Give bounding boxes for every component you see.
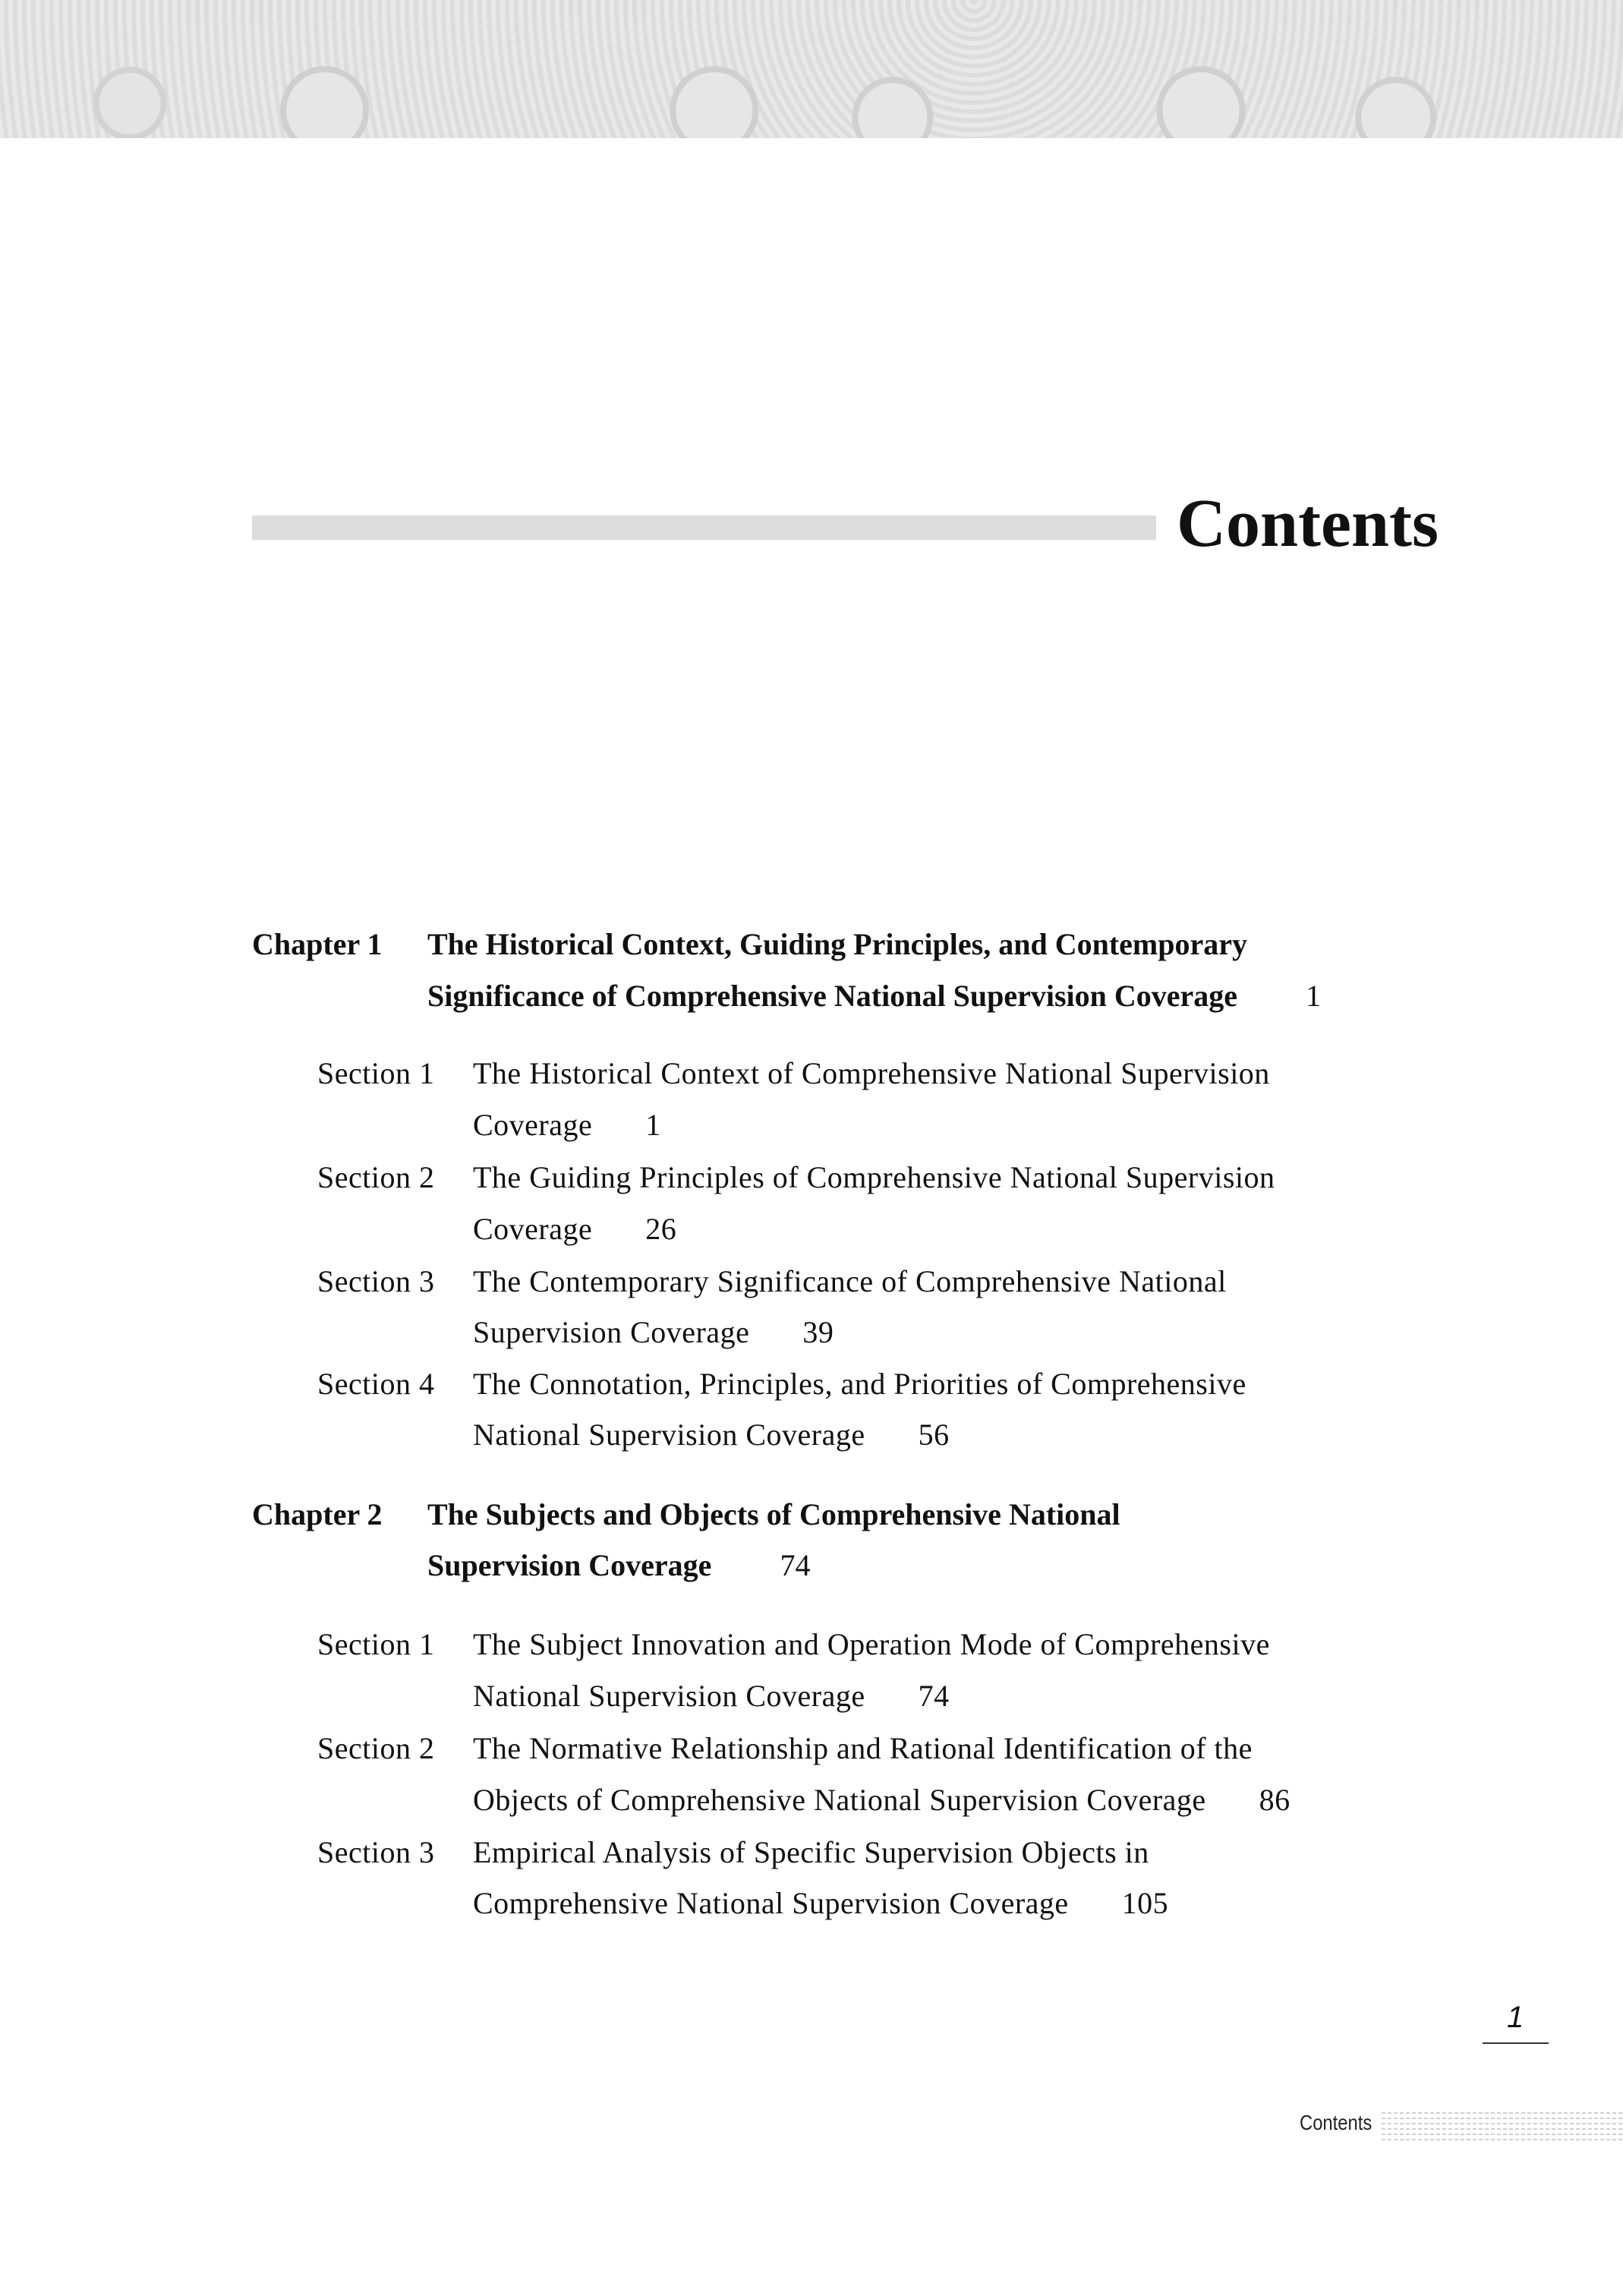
footer-dot-pattern	[1382, 2112, 1623, 2141]
page-number-rule	[1483, 2042, 1549, 2044]
page-ref: 74	[780, 1548, 811, 1582]
section-title-cont: Objects of Comprehensive National Supervision Coverage 86	[473, 1783, 1291, 1817]
page-title: Contents	[1177, 486, 1439, 561]
title-rule	[252, 516, 1156, 540]
section-title: The Historical Context of Comprehensive National Supervision	[473, 1056, 1270, 1090]
section-title: The Contemporary Significance of Comprehensive National	[473, 1264, 1227, 1298]
chapter-1-label: Chapter 1	[252, 927, 383, 961]
page-ref: 56	[918, 1418, 950, 1452]
section-label: Section 4	[317, 1367, 435, 1401]
section-label: Section 1	[317, 1056, 435, 1090]
chapter-2-title-line-1: The Subjects and Objects of Comprehensive National	[427, 1497, 1120, 1531]
page-ref: 26	[645, 1212, 677, 1246]
chapter-1-title-line-1: The Historical Context, Guiding Principles, and Contemporary	[427, 927, 1247, 961]
page-ref: 74	[918, 1679, 950, 1713]
section-label: Section 3	[317, 1264, 435, 1298]
chapter-2-label: Chapter 2	[252, 1497, 383, 1531]
page-ref: 39	[802, 1315, 834, 1349]
section-title-cont: Supervision Coverage 39	[473, 1315, 834, 1349]
chapter-1-title-line-2: Significance of Comprehensive National Supervision Coverage 1	[427, 979, 1322, 1013]
page-ref: 105	[1121, 1886, 1169, 1920]
chapter-2-title-line-2: Supervision Coverage 74	[427, 1548, 811, 1582]
section-title: The Subject Innovation and Operation Mode of Comprehensive	[473, 1627, 1270, 1661]
section-label: Section 2	[317, 1731, 435, 1765]
section-title-cont: Comprehensive National Supervision Coverage 105	[473, 1886, 1169, 1920]
section-title: The Connotation, Principles, and Priorities of Comprehensive	[473, 1367, 1246, 1401]
section-title: The Normative Relationship and Rational Identification of the	[473, 1731, 1253, 1765]
decorative-cloud-header	[0, 0, 1623, 138]
section-title-cont: National Supervision Coverage 56	[473, 1418, 950, 1452]
section-label: Section 2	[317, 1160, 435, 1194]
page-ref: 1	[1306, 979, 1322, 1013]
section-label: Section 3	[317, 1835, 435, 1869]
page-number: 1	[1507, 2001, 1524, 2034]
section-title: Empirical Analysis of Specific Supervision Objects in	[473, 1835, 1149, 1869]
page-ref: 1	[645, 1108, 661, 1142]
section-title: The Guiding Principles of Comprehensive National Supervision	[473, 1160, 1275, 1194]
page-ref: 86	[1259, 1783, 1291, 1817]
section-title-cont: National Supervision Coverage 74	[473, 1679, 950, 1713]
section-title-cont: Coverage 1	[473, 1108, 661, 1142]
section-label: Section 1	[317, 1627, 435, 1661]
running-footer: Contents	[1300, 2111, 1372, 2134]
section-title-cont: Coverage 26	[473, 1212, 677, 1246]
